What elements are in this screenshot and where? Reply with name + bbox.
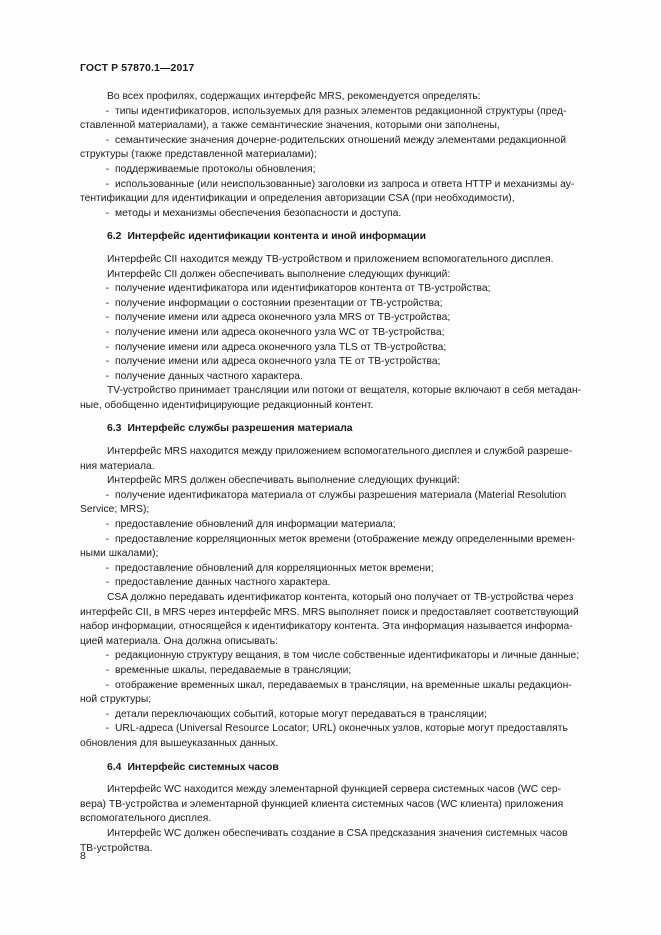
list-item: - получение имени или адреса оконечного узла WC от ТВ-устройства; bbox=[105, 326, 445, 338]
list-item: - получение имени или адреса оконечного узла TE от ТВ-устройства; bbox=[105, 356, 441, 368]
document-id-header: ГОСТ Р 57870.1—2017 bbox=[80, 62, 195, 74]
list-item: - получение информации о состоянии презентации от ТВ-устройства; bbox=[105, 297, 443, 309]
list-item-continuation: обновления для вышеуказанных данных. bbox=[80, 737, 279, 749]
section-heading-6-2: 6.2 Интерфейс идентификации контента и иной информации bbox=[107, 231, 427, 243]
page-content bbox=[80, 90, 629, 856]
paragraph: Интерфейс MRS должен обеспечивать выполнение следующих функций: bbox=[107, 475, 460, 487]
list-item: - получение имени или адреса оконечного узла TLS от ТВ-устройства; bbox=[105, 341, 447, 353]
paragraph: TV-устройство принимает трансляции или потоки от вещателя, которые включают в себя метадан- bbox=[107, 385, 582, 397]
list-item: - URL-адреса (Universal Resource Locator; URL) оконечных узлов, которые могут предоставлять bbox=[105, 723, 568, 735]
page-number: 8 bbox=[80, 850, 86, 862]
list-item: - предоставление обновлений для корреляционных меток времени; bbox=[105, 562, 434, 574]
list-item: - получение данных частного характера. bbox=[105, 370, 303, 382]
paragraph-continuation: ные, обобщенно идентифицирующие редакционный контент. bbox=[80, 399, 374, 411]
paragraph-continuation: ния материала. bbox=[80, 460, 155, 472]
section-heading-6-3: 6.3 Интерфейс службы разрешения материала bbox=[107, 423, 353, 435]
intro-paragraph: Во всех профилях, содержащих интерфейс MRS, рекомендуется определять: bbox=[107, 91, 481, 102]
list-item-continuation: Service; MRS); bbox=[80, 504, 150, 516]
list-item: - предоставление корреляционных меток времени (отображение между определенными времен- bbox=[105, 533, 575, 545]
paragraph: Интерфейс WC должен обеспечивать создание в CSA предсказания значения системных часов bbox=[107, 827, 568, 839]
list-item-continuation: структуры (также представленной материалами); bbox=[80, 149, 317, 161]
section-heading-6-4: 6.4 Интерфейс системных часов bbox=[107, 761, 279, 773]
list-item: - предоставление обновлений для информации материала; bbox=[105, 519, 396, 531]
list-item-continuation: тентификации для идентификации и определения авторизации CSA (при необходимости), bbox=[80, 193, 515, 205]
paragraph-continuation: вера) ТВ-устройства и элементарной функцией клиента системных часов (WC клиента) приложения bbox=[80, 798, 564, 810]
paragraph: Интерфейс WC находится между элементарной функцией сервера системных часов (WC сер- bbox=[107, 784, 562, 796]
paragraph-continuation: вспомогательного дисплея. bbox=[80, 813, 212, 825]
list-item: - временные шкалы, передаваемые в трансляции; bbox=[105, 664, 352, 676]
list-item: - отображение временных шкал, передаваемых в трансляции, на временные шкалы редакцион- bbox=[105, 679, 572, 691]
list-item: - типы идентификаторов, используемых для разных элементов редакционной структуры (пред- bbox=[105, 105, 567, 117]
list-item: - поддерживаемые протоколы обновления; bbox=[105, 163, 316, 175]
list-item: - получение имени или адреса оконечного узла MRS от ТВ-устройства; bbox=[105, 312, 451, 324]
list-item: - получение идентификатора материала от службы разрешения материала (Material Resolution bbox=[105, 489, 567, 501]
list-item-continuation: ной структуры; bbox=[80, 694, 152, 706]
list-item: - методы и механизмы обеспечения безопасности и доступа. bbox=[105, 207, 402, 219]
paragraph-continuation: ТВ-устройства. bbox=[80, 842, 153, 854]
paragraph-continuation: цией материала. Она должна описывать: bbox=[80, 635, 278, 647]
paragraph: CSA должно передавать идентификатор контента, который оно получает от ТВ-устройства через bbox=[107, 592, 574, 603]
paragraph: Интерфейс CII должен обеспечивать выполнение следующих функций: bbox=[107, 268, 451, 280]
paragraph: Интерфейс CII находится между ТВ-устройством и приложением вспомогательного дисплея. bbox=[107, 253, 554, 265]
cii-function-list bbox=[80, 282, 629, 384]
list-item: - получение идентификатора или идентификаторов контента от ТВ-устройства; bbox=[105, 283, 491, 295]
list-item-continuation: ставленной материалами), а также семантические значения, которыми они заполнены, bbox=[80, 120, 500, 132]
paragraph-continuation: набор информации, относящейся к идентификатору контента. Эта информация называется информа- bbox=[80, 621, 573, 633]
list-item-continuation: ными шкалами); bbox=[80, 548, 159, 560]
paragraph: Интерфейс MRS находится между приложением вспомогательного дисплея и службой разреше- bbox=[107, 446, 573, 458]
list-item: - использованные (или неиспользованные) заголовки из запроса и ответа HTTP и механизмы ау- bbox=[105, 178, 575, 190]
list-item: - редакционную структуру вещания, в том числе собственные идентификаторы и личные данные; bbox=[105, 650, 580, 662]
list-item: - детали переключающих событий, которые могут передаваться в трансляции; bbox=[105, 708, 487, 720]
paragraph-continuation: интерфейс CII, в MRS через интерфейс MRS. MRS выполняет поиск и предоставляет соответствующий bbox=[80, 606, 579, 618]
list-item: - предоставление данных частного характера. bbox=[105, 577, 331, 589]
intro-list bbox=[80, 105, 629, 222]
list-item: - семантические значения дочерне-родительских отношений между элементами редакционной bbox=[105, 134, 566, 146]
mrs-function-list bbox=[80, 489, 629, 591]
material-info-list bbox=[80, 649, 629, 751]
